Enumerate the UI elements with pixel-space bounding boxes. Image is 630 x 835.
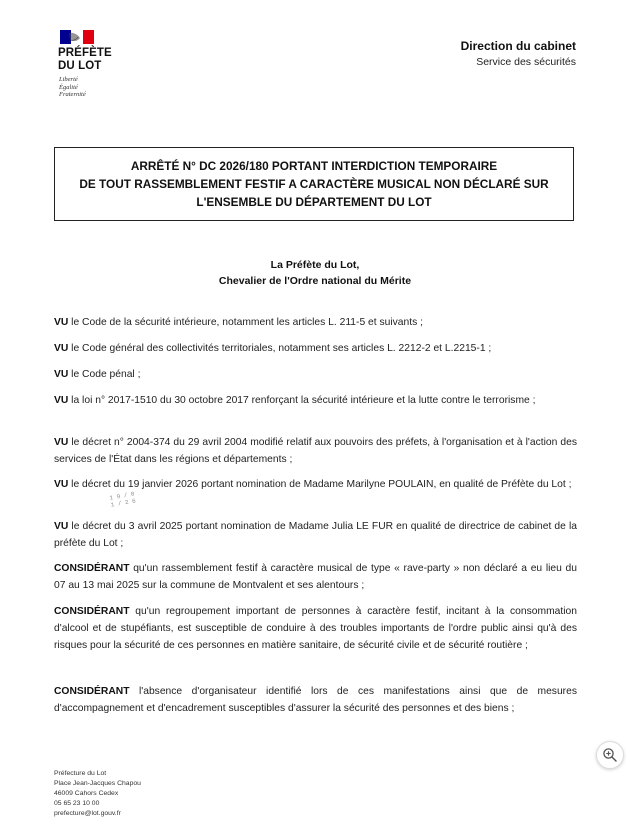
footer-line: Place Jean-Jacques Chapou: [54, 780, 141, 787]
received-stamp-mark: 1 9 / 0 1 / 2 6: [109, 490, 137, 509]
paragraph-considerant-organisateur: [54, 683, 577, 717]
paragraph-vu-cgct: [54, 340, 577, 357]
tricolor-flag-icon: [60, 30, 94, 44]
paragraph-lead: VU: [54, 369, 69, 380]
paragraph-vu-decret-2004: [54, 434, 577, 468]
footer-line: 46009 Cahors Cedex: [54, 790, 119, 797]
motto-liberte: Liberté: [59, 76, 78, 83]
authority-line1: La Préfète du Lot,: [270, 259, 360, 271]
zoom-in-button[interactable]: [596, 741, 624, 769]
org-name-line1: PRÉFÈTE: [58, 47, 112, 59]
paragraph-text: l'absence d'organisateur identifié lors de ces manifestations ainsi que de mesures d'accompagnement et d'encadrement susceptibles d'assurer la sécurité des personnes et des biens ;: [54, 686, 577, 714]
paragraph-text: la loi n° 2017-1510 du 30 octobre 2017 renforçant la sécurité intérieure et la lutte contre le terrorisme ;: [68, 395, 536, 406]
paragraph-vu-loi-2017: [54, 392, 577, 409]
org-name: [58, 47, 112, 73]
paragraph-text: qu'un rassemblement festif à caractère musical de type « rave-party » non déclaré a eu lieu du 07 au 13 mai 2025 sur la commune de Montvalent et ses alentours ;: [54, 563, 577, 591]
paragraph-text: le décret n° 2004-374 du 29 avril 2004 modifié relatif aux pouvoirs des préfets, à l'organisation et à l'action des services de l'État dans les régions et départements ;: [54, 437, 577, 465]
paragraph-text: le Code pénal ;: [68, 369, 141, 380]
paragraph-lead: VU: [54, 395, 69, 406]
paragraph-lead: CONSIDÉRANT: [54, 606, 130, 617]
paragraph-considerant-rave: [54, 560, 577, 594]
paragraph-considerant-troubles: [54, 603, 577, 654]
paragraph-lead: VU: [54, 343, 69, 354]
decree-title-line1: ARRÊTÉ N° DC 2026/180 PORTANT INTERDICTION TEMPORAIRE: [130, 159, 498, 173]
paragraph-text: le Code général des collectivités territoriales, notamment ses articles L. 2212-2 et L.2215-1 ;: [68, 343, 492, 354]
footer-line: Préfecture du Lot: [54, 770, 107, 777]
paragraph-lead: VU: [54, 479, 69, 490]
direction-title: Direction du cabinet: [460, 39, 576, 53]
paragraph-vu-code-securite: [54, 314, 577, 331]
decree-title-line3: L'ENSEMBLE DU DÉPARTEMENT DU LOT: [196, 195, 432, 209]
paragraph-lead: CONSIDÉRANT: [54, 686, 130, 697]
paragraph-text: le décret du 3 avril 2025 portant nomination de Madame Julia LE FUR en qualité de directrice de cabinet de la préfète du Lot ;: [54, 521, 577, 549]
paragraph-text: le Code de la sécurité intérieure, notamment les articles L. 211-5 et suivants ;: [68, 317, 423, 328]
paragraph-lead: VU: [54, 437, 69, 448]
motto-fraternite: Fraternité: [59, 91, 86, 98]
paragraph-text: le décret du 19 janvier 2026 portant nomination de Madame Marilyne POULAIN, en qualité de Préfète du Lot ;: [68, 479, 572, 490]
paragraph-lead: VU: [54, 317, 69, 328]
paragraph-vu-nomination-directrice: [54, 518, 577, 552]
paragraph-lead: VU: [54, 521, 69, 532]
paragraph-vu-code-penal: [54, 366, 577, 383]
paragraph-lead: CONSIDÉRANT: [54, 563, 130, 574]
decree-title-line2: DE TOUT RASSEMBLEMENT FESTIF A CARACTÈRE MUSICAL NON DÉCLARÉ SUR: [79, 177, 549, 191]
republic-motto: [59, 76, 86, 99]
motto-egalite: Égalité: [59, 83, 78, 91]
authority-line2: Chevalier de l'Ordre national du Mérite: [218, 275, 412, 287]
direction-subtitle: Service des sécurités: [476, 56, 576, 68]
issuing-service: [461, 39, 576, 68]
paragraph-text: qu'un regroupement important de personnes à caractère festif, incitant à la consommation d'alcool et de stupéfiants, est susceptible de conduire à des troubles importants de l'ordre public ainsi qu'à des risques pour la sécurité de ces personnes en matière sanitaire, de sécurité civile et de sécurité routière ;: [54, 606, 577, 651]
footer-email: prefecture@lot.gouv.fr: [54, 810, 121, 817]
authority-block: [0, 257, 630, 289]
org-name-line2: DU LOT: [58, 60, 102, 72]
decree-title-box: [54, 147, 574, 221]
zoom-in-icon: [602, 747, 618, 763]
prefecture-address: [54, 769, 141, 819]
footer-phone: 05 65 23 10 00: [54, 800, 100, 807]
